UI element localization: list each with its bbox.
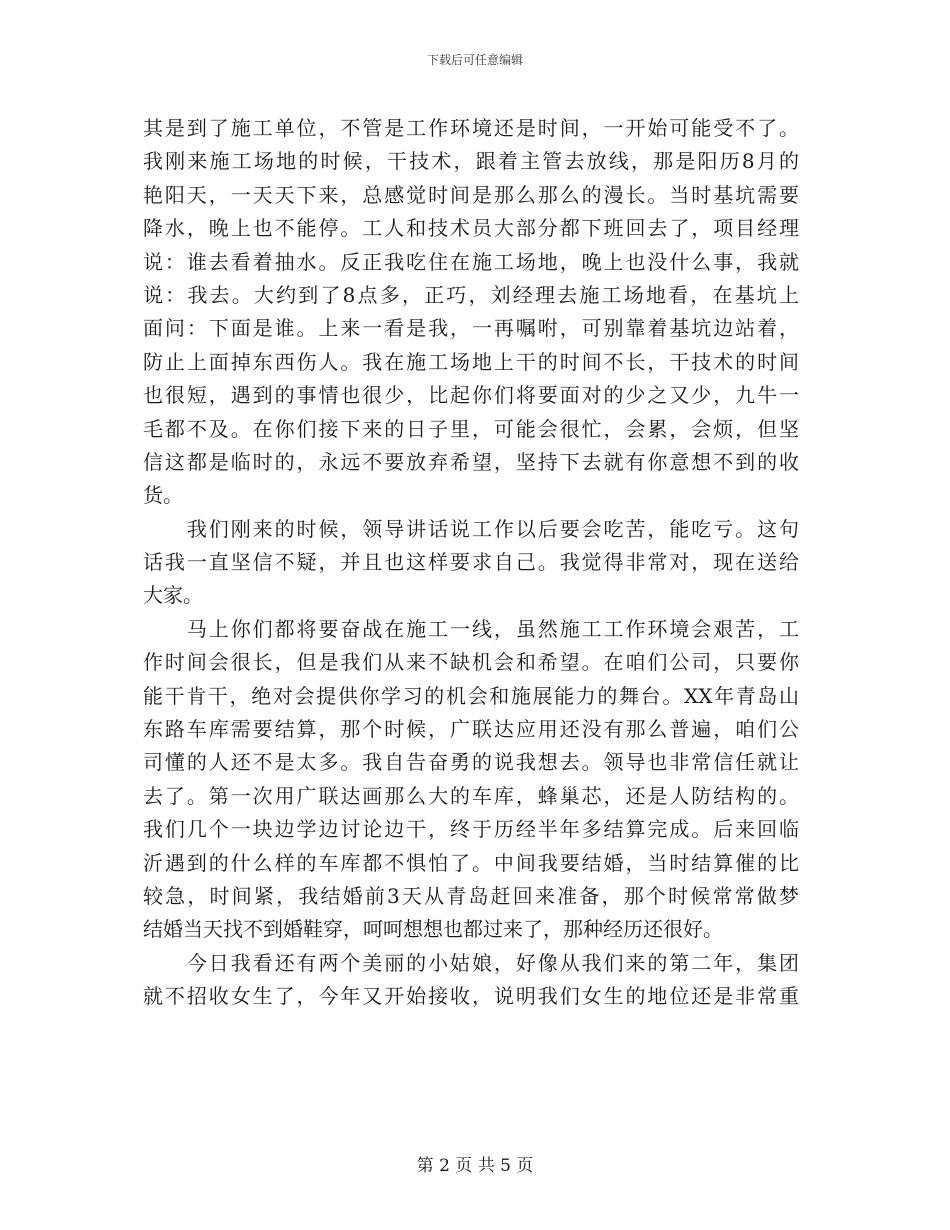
text-line: 较急，时间紧，我结婚前3天从青岛赶回来准备，那个时候常常做梦	[143, 883, 799, 908]
text-line: 结婚当天找不到婚鞋穿，呵呵想想也都过来了，那种经历还很好。	[143, 917, 723, 942]
text-line: 去了。第一次用广联达画那么大的车库，蜂巢芯，还是人防结构的。	[143, 783, 799, 808]
text-line: 货。	[143, 483, 183, 508]
text-line: 沂遇到的什么样的车库都不惧怕了。中间我要结婚，当时结算催的比	[143, 850, 799, 875]
text-line: 作时间会很长，但是我们从来不缺机会和希望。在咱们公司，只要你	[143, 650, 799, 675]
page-number: 第 2 页 共 5 页	[416, 1156, 534, 1176]
text-line: 马上你们都将要奋战在施工一线，虽然施工工作环境会艰苦，工	[143, 616, 799, 641]
text-line: 防止上面掉东西伤人。我在施工场地上干的时间不长，干技术的时间	[143, 349, 799, 374]
text-line: 我们几个一块边学边讨论边干，终于历经半年多结算完成。后来回临	[143, 817, 799, 842]
text-line: 就不招收女生了，今年又开始接收，说明我们女生的地位还是非常重	[143, 984, 799, 1009]
text-line: 今日我看还有两个美丽的小姑娘，好像从我们来的第二年，集团	[143, 950, 799, 975]
text-line: 我们刚来的时候，领导讲话说工作以后要会吃苦，能吃亏。这句	[143, 516, 799, 541]
text-line: 说：谁去看着抽水。反正我吃住在施工场地，晚上也没什么事，我就	[143, 249, 799, 274]
text-line: 说：我去。大约到了8点多，正巧，刘经理去施工场地看，在基坑上	[143, 282, 799, 307]
text-line: 毛都不及。在你们接下来的日子里，可能会很忙，会累，会烦，但坚	[143, 416, 799, 441]
text-line: 东路车库需要结算，那个时候，广联达应用还没有那么普遍，咱们公	[143, 717, 799, 742]
text-line: 也很短，遇到的事情也很少，比起你们将要面对的少之又少，九牛一	[143, 383, 799, 408]
text-line: 能干肯干，绝对会提供你学习的机会和施展能力的舞台。XX年青岛山	[143, 683, 799, 708]
text-line: 面问：下面是谁。上来一看是我，一再嘱咐，可别靠着基坑边站着，	[143, 316, 799, 341]
text-line: 司懂的人还不是太多。我自告奋勇的说我想去。领导也非常信任就让	[143, 750, 799, 775]
document-body	[143, 112, 799, 1014]
text-line: 大家。	[143, 583, 203, 608]
text-line: 话我一直坚信不疑，并且也这样要求自己。我觉得非常对，现在送给	[143, 550, 799, 575]
text-line: 信这都是临时的，永远不要放弃希望，坚持下去就有你意想不到的收	[143, 449, 799, 474]
text-line: 艳阳天，一天天下来，总感觉时间是那么那么的漫长。当时基坑需要	[143, 182, 799, 207]
page-header: 下载后可任意编辑	[426, 53, 523, 67]
text-line: 降水，晚上也不能停。工人和技术员大部分都下班回去了，项目经理	[143, 216, 799, 241]
text-line: 其是到了施工单位，不管是工作环境还是时间，一开始可能受不了。	[143, 116, 799, 140]
page-footer	[0, 1154, 950, 1178]
text-line: 我刚来施工场地的时候，干技术，跟着主管去放线，那是阳历8月的	[143, 149, 799, 174]
